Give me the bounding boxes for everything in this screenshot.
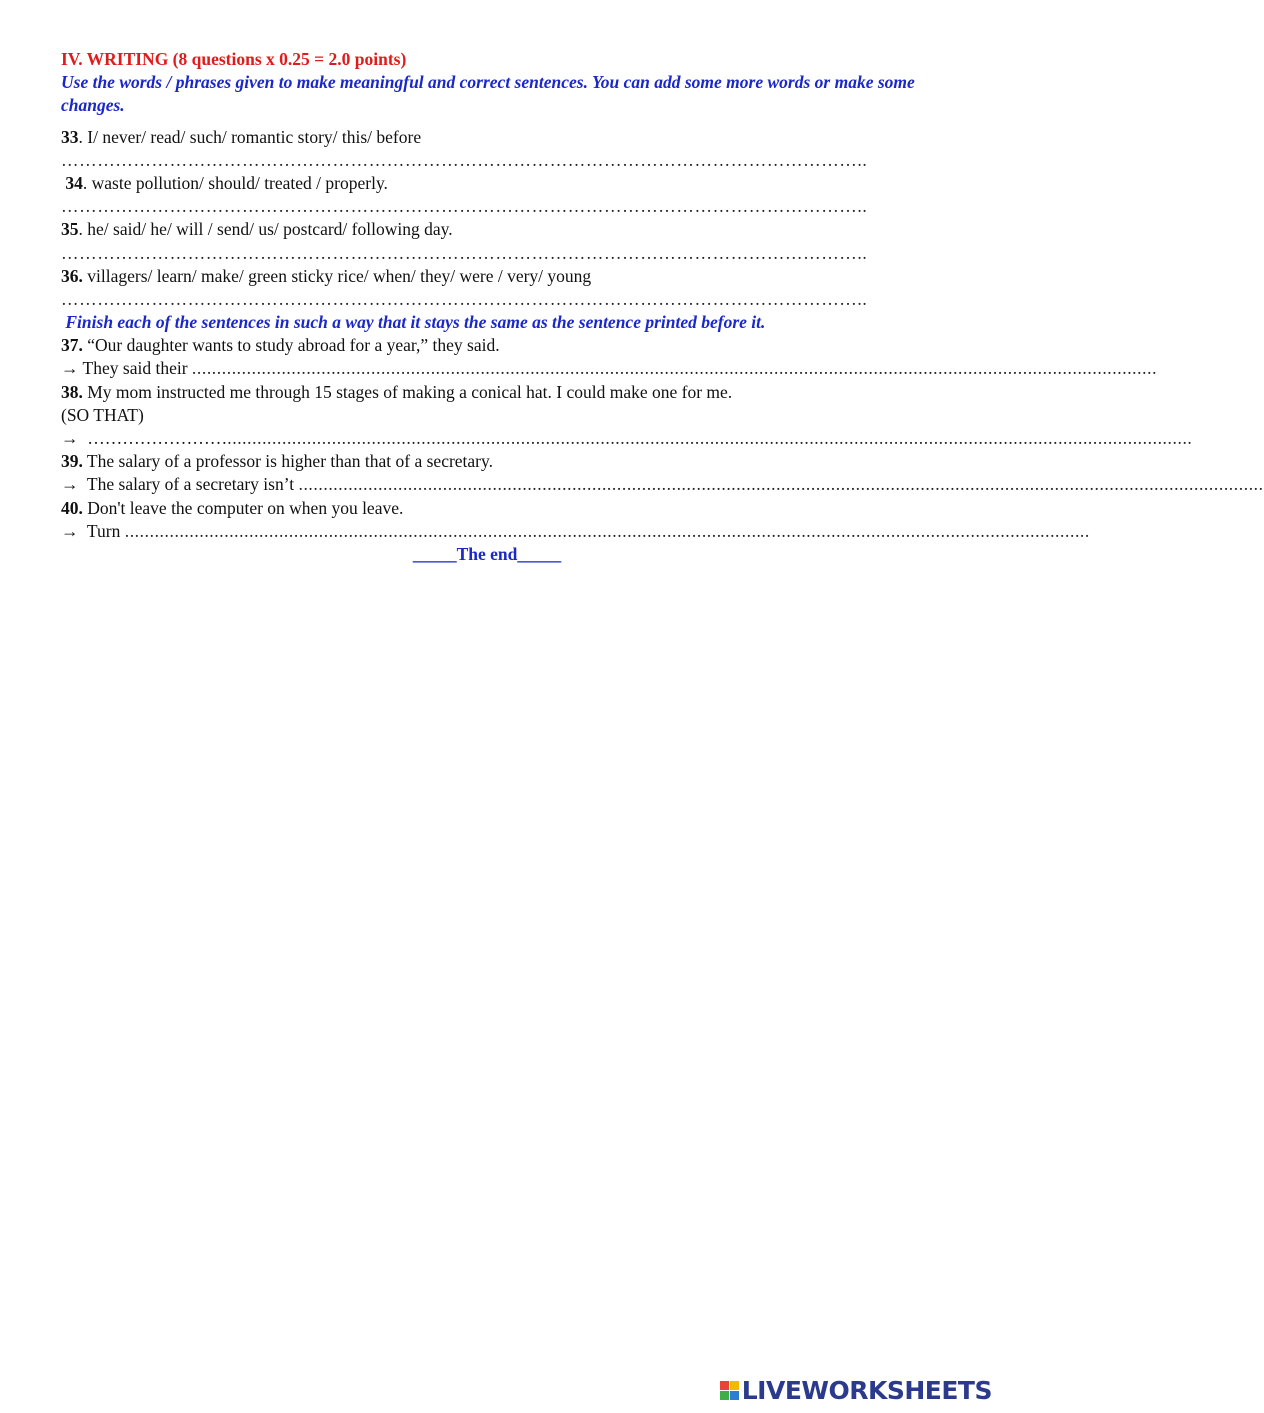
question-39: [61, 450, 913, 473]
question-number: 37.: [61, 335, 83, 356]
question-number: 38.: [61, 381, 83, 402]
answer-prefix: → The salary of a secretary isn’t: [61, 474, 299, 495]
answer-line-40[interactable]: [61, 520, 1090, 543]
question-35: [61, 218, 913, 241]
answer-line-38[interactable]: [61, 427, 1193, 450]
answer-line-39[interactable]: [61, 473, 1264, 496]
question-38-hint: (SO THAT): [61, 404, 144, 425]
instruction-part1: Use the words / phrases given to make meaningful and correct sentences. You can add some more words or make some changes.: [61, 72, 915, 116]
question-text: . he/ said/ he/ will / send/ us/ postcard/ following day.: [78, 219, 453, 240]
section-title: IV. WRITING (8 questions x 0.25 = 2.0 points): [61, 49, 407, 69]
question-38: [61, 381, 913, 404]
answer-dots[interactable]: ..................................................................................................................................................................................................: [191, 358, 1158, 379]
instruction-part2: Finish each of the sentences in such a way that it stays the same as the sentence printed before it.: [61, 312, 766, 333]
question-34: [61, 172, 913, 195]
answer-prefix: → ……………………: [61, 428, 228, 449]
question-text: . I/ never/ read/ such/ romantic story/ this/ before: [78, 126, 422, 147]
liveworksheets-logo: [720, 1375, 992, 1405]
answer-dots[interactable]: ..................................................................................................................................................................................................: [227, 428, 1193, 449]
answer-line-36[interactable]: ……………………………………………………………………………………………………………………..: [61, 288, 868, 309]
question-number: 39.: [61, 451, 83, 472]
question-36: [61, 265, 913, 288]
answer-prefix: → They said their: [61, 358, 192, 379]
question-text: Don't leave the computer on when you leave.: [82, 497, 404, 518]
question-number: 34: [65, 172, 83, 193]
question-text: villagers/ learn/ make/ green sticky rice/ when/ they/ were / very/ young: [82, 265, 592, 286]
logo-icon: [720, 1381, 739, 1400]
question-number: 33: [61, 126, 79, 147]
answer-line-37[interactable]: [61, 357, 1158, 380]
the-end: _____The end_____: [412, 543, 562, 564]
logo-text: LIVEWORKSHEETS: [741, 1375, 992, 1405]
question-text: “Our daughter wants to study abroad for a year,” they said.: [82, 335, 500, 356]
worksheet-page: [61, 48, 1264, 566]
question-number: 36.: [61, 265, 83, 286]
answer-line-34[interactable]: ……………………………………………………………………………………………………………………..: [61, 196, 868, 217]
question-number: 40.: [61, 497, 83, 518]
answer-line-35[interactable]: ……………………………………………………………………………………………………………………..: [61, 242, 868, 263]
answer-prefix: → Turn: [61, 520, 125, 541]
question-text: . waste pollution/ should/ treated / properly.: [82, 172, 388, 193]
question-33: [61, 126, 913, 149]
answer-dots[interactable]: ..................................................................................................................................................................................................: [298, 474, 1264, 495]
question-37: [61, 334, 913, 357]
answer-dots[interactable]: ..................................................................................................................................................................................................: [124, 520, 1090, 541]
question-text: The salary of a professor is higher than that of a secretary.: [82, 451, 493, 472]
answer-line-33[interactable]: ……………………………………………………………………………………………………………………..: [61, 149, 868, 170]
question-number: 35: [61, 219, 79, 240]
question-text: My mom instructed me through 15 stages of making a conical hat. I could make one for me.: [82, 381, 733, 402]
question-40: [61, 497, 913, 520]
